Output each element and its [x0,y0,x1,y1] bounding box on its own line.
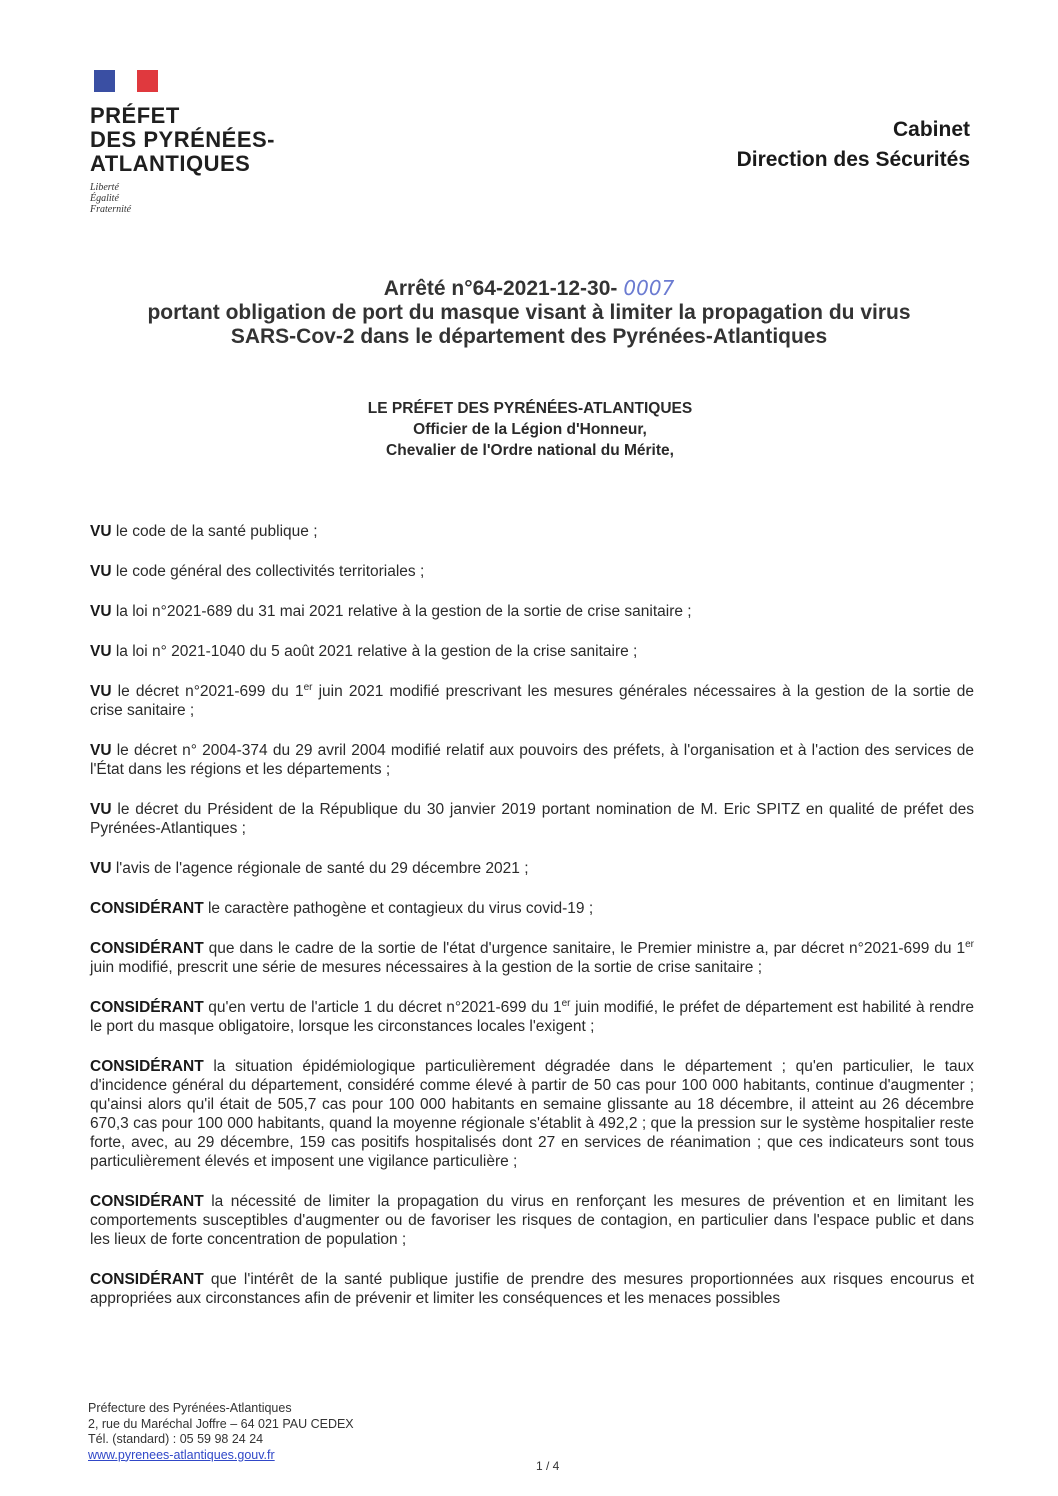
paragraph-keyword: CONSIDÉRANT [90,1058,204,1075]
footer-line-3: Tél. (standard) : 05 59 98 24 24 [88,1432,264,1446]
paragraph [90,522,974,541]
paragraph-keyword: VU [90,563,112,580]
logo-line-3: ATLANTIQUES [90,151,251,176]
paragraph-text: l'avis de l'agence régionale de santé du 29 décembre 2021 ; [111,860,529,877]
paragraph-keyword: CONSIDÉRANT [90,900,204,917]
paragraph-text: le décret du Président de la République du 30 janvier 2019 portant nomination de M. Eric SPITZ en qualité de préfet des Pyrénées-Atlantiques ; [90,801,974,837]
paragraph-keyword: VU [90,643,112,660]
paragraph-keyword: VU [90,860,112,877]
motto-fraternite: Fraternité [90,204,132,215]
logo-line-2: DES PYRÉNÉES- [90,127,275,152]
arrete-number-line [100,276,958,301]
page-number: 1 / 4 [536,1459,560,1473]
paragraph-text: la situation épidémiologique particulièrement dégradée dans le département ; qu'en particulier, le taux d'incidence général du département, considéré comme élevé à partir de 50 cas pour 100 000 habitants, continue d'augmenter ; qu'ainsi alors qu'il était de 505,7 cas pour 100 000 habitants en semaine glissante au 18 décembre, il atteint au 26 décembre 670,3 cas pour 100 000 habitants, quand la moyenne régionale s'établit à 492,2 ; que la pression sur le système hospitalier reste forte, avec, au 29 décembre, 159 cas positifs hospitalisés dont 27 en services de réanimation ; que ces indicateurs sont tous particulièrement élevés et imposent une vigilance particulière ; [90,1058,974,1170]
paragraph-keyword: CONSIDÉRANT [90,999,204,1016]
department-heading [737,115,970,175]
direction-label: Direction des Sécurités [736,148,970,171]
document-body [90,522,974,1329]
title-line-2: portant obligation de port du masque visant à limiter la propagation du virus [147,301,911,324]
paragraph-text: que dans le cadre de la sortie de l'état d'urgence sanitaire, le Premier ministre a, par décret n°2021-699 du 1er juin modifié, prescrit une série de mesures nécessaires à la gestion de la sortie de crise sanitaire ; [90,938,974,976]
footer-line-2: 2, rue du Maréchal Joffre – 64 021 PAU CEDEX [88,1416,354,1431]
paragraph [90,939,974,977]
document-title [100,276,958,349]
prefet-designation [200,398,860,461]
prefet-title-1: Officier de la Légion d'Honneur, [413,421,647,438]
motto-liberte: Liberté [90,182,119,193]
paragraph-keyword: VU [90,523,112,540]
title-line-3: SARS-Cov-2 dans le département des Pyrénées-Atlantiques [230,325,828,348]
paragraph-text: la loi n° 2021-1040 du 5 août 2021 relative à la gestion de la crise sanitaire ; [111,643,638,660]
paragraph [90,998,974,1036]
paragraph [90,602,974,621]
paragraph [90,1270,974,1308]
paragraph-text: le décret n°2021-699 du 1er juin 2021 modifié prescrivant les mesures générales nécessaires à la gestion de la sortie de crise sanitaire ; [90,681,975,719]
footer-line-1: Préfecture des Pyrénées-Atlantiques [88,1401,292,1415]
paragraph-keyword: VU [90,801,112,818]
cabinet-label: Cabinet [892,118,970,141]
footer-address [88,1401,354,1463]
paragraph-text: le code de la santé publique ; [111,523,318,540]
website-link[interactable]: www.pyrenees-atlantiques.gouv.fr [88,1447,275,1462]
marianne-flag-icon [94,70,158,92]
paragraph-keyword: CONSIDÉRANT [90,1271,204,1288]
paragraph-keyword: CONSIDÉRANT [90,1193,204,1210]
paragraph [90,741,974,779]
paragraph [90,1192,974,1249]
paragraph [90,682,974,720]
arrete-number: Arrêté n°64-2021-12-30- [383,277,618,300]
paragraph [90,800,974,838]
paragraph [90,1057,974,1171]
motto-egalite: Égalité [90,193,119,204]
paragraph-keyword: VU [90,603,112,620]
prefecture-logo [90,70,310,215]
paragraph-text: que l'intérêt de la santé publique justifie de prendre des mesures proportionnées aux risques encourus et appropriées aux circonstances afin de prévenir et limiter les conséquences et les menaces possibles [90,1271,974,1307]
paragraph-text: le code général des collectivités territoriales ; [111,563,425,580]
paragraph [90,859,974,878]
paragraph-text: le caractère pathogène et contagieux du virus covid-19 ; [203,900,594,917]
paragraph-text: la loi n°2021-689 du 31 mai 2021 relative à la gestion de la sortie de crise sanitaire ; [111,603,692,620]
paragraph [90,899,974,918]
paragraph-keyword: CONSIDÉRANT [90,940,204,957]
prefet-name: LE PRÉFET DES PYRÉNÉES-ATLANTIQUES [367,400,693,417]
paragraph-text: qu'en vertu de l'article 1 du décret n°2021-699 du 1er juin modifié, le préfet de département est habilité à rendre le port du masque obligatoire, lorsque les circonstances locales l'exigent ; [90,997,974,1035]
prefet-title-2: Chevalier de l'Ordre national du Mérite, [386,442,674,459]
paragraph [90,562,974,581]
republic-motto [90,182,310,215]
logo-line-1: PRÉFET [90,103,180,128]
paragraph-text: la nécessité de limiter la propagation du virus en renforçant les mesures de prévention et en limitant les comportements susceptibles d'augmenter ou de favoriser les risques de contagion, en particulier dans l'espace public et dans les lieux de forte concentration de population ; [90,1193,974,1248]
paragraph-keyword: VU [90,683,112,700]
paragraph [90,642,974,661]
handwritten-number: 0007 [623,276,675,300]
paragraph-text: le décret n° 2004-374 du 29 avril 2004 modifié relatif aux pouvoirs des préfets, à l'organisation et à l'action des services de l'État dans les régions et les départements ; [90,742,974,778]
paragraph-keyword: VU [90,742,112,759]
prefet-wordmark [90,104,310,176]
